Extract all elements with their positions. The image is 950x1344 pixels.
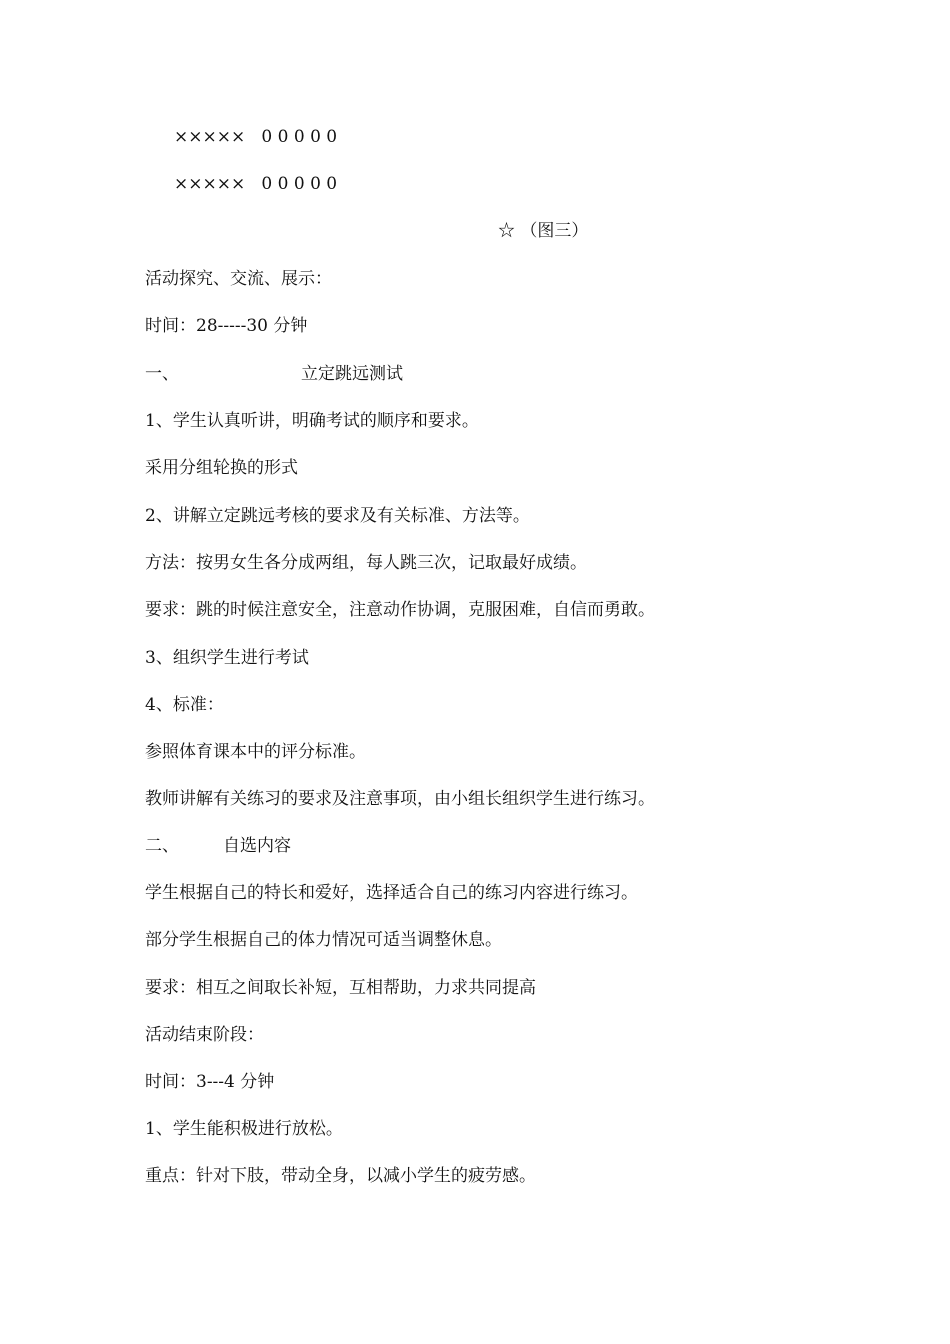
paragraph: 学生根据自己的特长和爱好，选择适合自己的练习内容进行练习。	[145, 883, 638, 903]
paragraph: 要求：跳的时候注意安全，注意动作协调，克服困难，自信而勇敢。	[145, 600, 655, 620]
paragraph: 教师讲解有关练习的要求及注意事项，由小组长组织学生进行练习。	[145, 789, 655, 809]
paragraph: 1、学生能积极进行放松。	[145, 1119, 343, 1139]
part-title-1: 立定跳远测试	[301, 364, 403, 384]
paragraph: 采用分组轮换的形式	[145, 458, 298, 478]
part-heading-1	[145, 362, 403, 386]
paragraph: 4、标准：	[145, 695, 224, 715]
paragraph: 方法：按男女生各分成两组，每人跳三次，记取最好成绩。	[145, 553, 587, 573]
part-number-2: 二、	[145, 836, 179, 856]
figure-caption: ☆ （图三）	[498, 221, 589, 241]
section-heading-end: 活动结束阶段：	[145, 1025, 264, 1045]
formation-row-2: ××××× 0 0 0 0 0	[174, 174, 338, 194]
paragraph: 重点：针对下肢，带动全身，以减小学生的疲劳感。	[145, 1166, 536, 1186]
time-line-2: 时间：3---4 分钟	[145, 1072, 275, 1092]
paragraph: 3、组织学生进行考试	[145, 648, 309, 668]
part-title-2: 自选内容	[223, 836, 291, 856]
time-line-1: 时间：28-----30 分钟	[145, 316, 308, 336]
paragraph: 部分学生根据自己的体力情况可适当调整休息。	[145, 930, 502, 950]
paragraph: 要求：相互之间取长补短，互相帮助，力求共同提高	[145, 978, 536, 998]
paragraph: 1、学生认真听讲，明确考试的顺序和要求。	[145, 411, 479, 431]
part-heading-2	[145, 834, 291, 858]
formation-row-1: ××××× 0 0 0 0 0	[174, 127, 338, 147]
paragraph: 参照体育课本中的评分标准。	[145, 742, 366, 762]
section-heading-activity: 活动探究、交流、展示：	[145, 269, 332, 289]
paragraph: 2、讲解立定跳远考核的要求及有关标准、方法等。	[145, 506, 530, 526]
part-number-1: 一、	[145, 364, 179, 384]
